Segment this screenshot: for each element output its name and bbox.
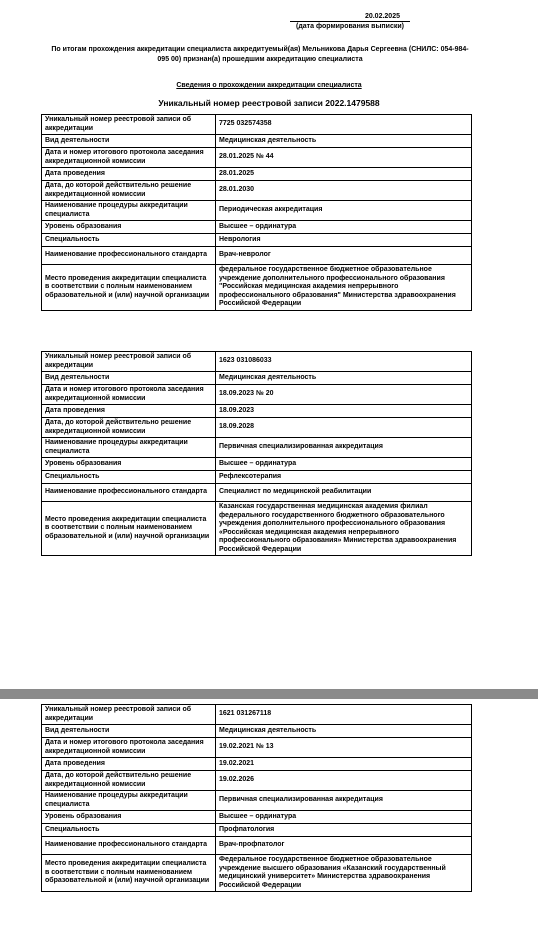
record-row: [42, 265, 472, 311]
intro-paragraph: [40, 45, 480, 64]
record-field-label: Вид деятельности: [42, 135, 216, 148]
record-field-label: Наименование профессионального стандарта: [42, 484, 216, 502]
record-field-value: 18.09.2023: [216, 405, 472, 418]
record-field-value: 19.02.2026: [216, 771, 472, 791]
record-field-value: Высшее – ординатура: [216, 811, 472, 824]
record-field-label: Уровень образования: [42, 811, 216, 824]
record-row: [42, 824, 472, 837]
record-row: [42, 201, 472, 221]
record-field-value: 18.09.2028: [216, 418, 472, 438]
record-field-label: Дата и номер итогового протокола заседания аккредитационной комиссии: [42, 148, 216, 168]
record-field-value: Медицинская деятельность: [216, 135, 472, 148]
record-row: [42, 234, 472, 247]
record-row: [42, 168, 472, 181]
record-field-label: Дата, до которой действительно решение аккредитационной комиссии: [42, 418, 216, 438]
record-row: [42, 385, 472, 405]
record-row: [42, 705, 472, 725]
record-row: [42, 181, 472, 201]
record-field-value: Медицинская деятельность: [216, 725, 472, 738]
record-row: [42, 771, 472, 791]
registry-title: Уникальный номер реестровой записи 2022.1479588: [158, 98, 380, 108]
record-row: [42, 855, 472, 892]
accreditation-record-table: [41, 114, 472, 311]
record-row: [42, 791, 472, 811]
record-field-label: Дата проведения: [42, 168, 216, 181]
record-field-value: 28.01.2025 № 44: [216, 148, 472, 168]
record-row: [42, 484, 472, 502]
record-field-value: 18.09.2023 № 20: [216, 385, 472, 405]
record-field-value: Врач-невролог: [216, 247, 472, 265]
record-row: [42, 372, 472, 385]
record-row: [42, 502, 472, 556]
record-field-label: Дата и номер итогового протокола заседания аккредитационной комиссии: [42, 385, 216, 405]
record-row: [42, 221, 472, 234]
record-row: [42, 148, 472, 168]
extract-date: 20.02.2025: [290, 12, 410, 22]
record-row: [42, 471, 472, 484]
record-row: [42, 837, 472, 855]
record-field-value: Профпатология: [216, 824, 472, 837]
page-separator: [0, 689, 538, 699]
record-row: [42, 438, 472, 458]
extract-date-block: [290, 12, 410, 31]
record-row: [42, 458, 472, 471]
record-field-value: Высшее – ординатура: [216, 458, 472, 471]
record-field-label: Вид деятельности: [42, 372, 216, 385]
record-field-label: Место проведения аккредитации специалиста в соответствии с полным наименованием образовательной и (или) научной организации: [42, 502, 216, 556]
record-field-label: Наименование профессионального стандарта: [42, 837, 216, 855]
record-row: [42, 811, 472, 824]
record-field-label: Место проведения аккредитации специалиста в соответствии с полным наименованием образовательной и (или) научной организации: [42, 265, 216, 311]
record-row: [42, 115, 472, 135]
record-row: [42, 405, 472, 418]
record-row: [42, 725, 472, 738]
record-field-value: Медицинская деятельность: [216, 372, 472, 385]
record-row: [42, 247, 472, 265]
accreditation-record-table: [41, 704, 472, 892]
record-field-label: Специальность: [42, 824, 216, 837]
record-field-value: федеральное государственное бюджетное образовательное учреждение дополнительного профессионального образования "Российская медицинская академия непрерывного профессионального образования" Министерства здравоохранения Российской Федерации: [216, 265, 472, 311]
accreditation-record-table: [41, 351, 472, 556]
record-field-value: 1623 031086033: [216, 352, 472, 372]
record-field-value: 28.01.2025: [216, 168, 472, 181]
record-row: [42, 135, 472, 148]
record-field-value: Казанская государственная медицинская академия филиал федерального государственного бюджетного образовательного учреждения дополнительного профессионального образования «Российская медицинская академия непрерывного профессионального образования» Министерства здравоохранения Российской Федерации: [216, 502, 472, 556]
record-field-label: Специальность: [42, 234, 216, 247]
record-field-label: Вид деятельности: [42, 725, 216, 738]
record-field-label: Уникальный номер реестровой записи об аккредитации: [42, 352, 216, 372]
record-field-value: Первичная специализированная аккредитация: [216, 791, 472, 811]
record-field-value: Периодическая аккредитация: [216, 201, 472, 221]
record-field-value: 1621 031267118: [216, 705, 472, 725]
record-field-label: Специальность: [42, 471, 216, 484]
record-field-label: Дата и номер итогового протокола заседания аккредитационной комиссии: [42, 738, 216, 758]
record-field-value: 28.01.2030: [216, 181, 472, 201]
record-field-label: Дата, до которой действительно решение аккредитационной комиссии: [42, 771, 216, 791]
record-field-value: Специалист по медицинской реабилитации: [216, 484, 472, 502]
record-field-label: Дата проведения: [42, 758, 216, 771]
intro-line-1: По итогам прохождения аккредитации специалиста аккредитуемый(ая) Мельникова Дарья Сергеевна (СНИЛС: 054-984-: [51, 46, 469, 53]
record-field-value: 19.02.2021 № 13: [216, 738, 472, 758]
record-field-value: Неврология: [216, 234, 472, 247]
record-field-label: Дата проведения: [42, 405, 216, 418]
record-field-value: Федеральное государственное бюджетное образовательное учреждение высшего образования «Казанский государственный медицинский университет» Министерства здравоохранения Российской Федерации: [216, 855, 472, 892]
record-field-label: Наименование процедуры аккредитации специалиста: [42, 201, 216, 221]
record-field-label: Дата, до которой действительно решение аккредитационной комиссии: [42, 181, 216, 201]
record-field-label: Уровень образования: [42, 221, 216, 234]
record-row: [42, 352, 472, 372]
record-field-value: 7725 032574358: [216, 115, 472, 135]
record-row: [42, 738, 472, 758]
record-field-label: Наименование процедуры аккредитации специалиста: [42, 438, 216, 458]
record-field-value: Рефлексотерапия: [216, 471, 472, 484]
record-row: [42, 758, 472, 771]
record-field-value: Врач-профпатолог: [216, 837, 472, 855]
intro-line-2: 095 00) признан(а) прошедшим аккредитацию специалиста: [157, 55, 363, 63]
record-field-value: Высшее – ординатура: [216, 221, 472, 234]
record-field-label: Уровень образования: [42, 458, 216, 471]
record-field-label: Уникальный номер реестровой записи об аккредитации: [42, 705, 216, 725]
section-subtitle: Сведения о прохождении аккредитации специалиста: [176, 82, 362, 89]
record-field-label: Наименование процедуры аккредитации специалиста: [42, 791, 216, 811]
record-row: [42, 418, 472, 438]
record-field-value: Первичная специализированная аккредитация: [216, 438, 472, 458]
record-field-label: Место проведения аккредитации специалиста в соответствии с полным наименованием образовательной и (или) научной организации: [42, 855, 216, 892]
extract-date-caption: (дата формирования выписки): [296, 23, 404, 30]
record-field-label: Уникальный номер реестровой записи об аккредитации: [42, 115, 216, 135]
record-field-value: 19.02.2021: [216, 758, 472, 771]
record-field-label: Наименование профессионального стандарта: [42, 247, 216, 265]
